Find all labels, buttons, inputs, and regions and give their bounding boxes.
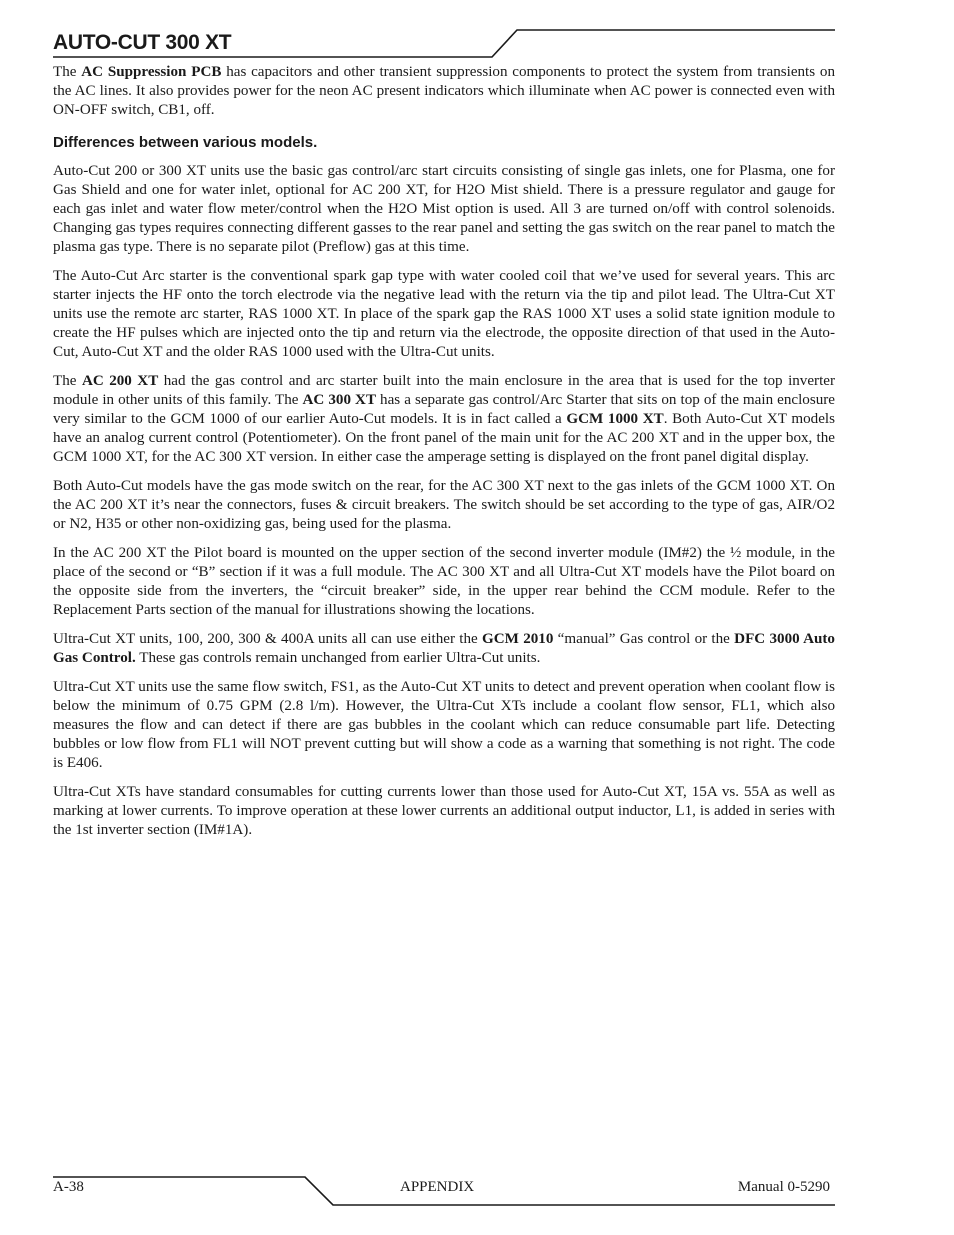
text-run: The [53, 64, 82, 80]
section-heading: Differences between various models. [53, 134, 318, 151]
text-run: Ultra-Cut XT units, 100, 200, 300 & 400A units all can use either the [53, 631, 483, 647]
text-run: These gas controls remain unchanged from earlier Ultra-Cut units. [135, 650, 541, 666]
bold-term: AC 200 XT [81, 373, 159, 389]
text-run: The Auto-Cut Arc starter is the conventional spark gap type with water cooled coil that we’ve used for several years. This arc starter injects the HF onto the torch electrode via the negative lead with the return via the tip and pilot lead. The Ultra-Cut XT units use the remote arc starter, RAS 1000 XT. In place of the spark gap the RAS 1000 XT uses a solid state ignition module to create the HF pulses which are injected onto the tip and return via the electrode, the opposite direction of that used in the Auto-Cut, Auto-Cut XT and the older RAS 1000 used with the Ultra-Cut units. [53, 268, 835, 360]
bold-term: DFC 3000 Auto Gas Control. [53, 631, 835, 666]
footer-section: APPENDIX [400, 1179, 475, 1195]
text-run: Ultra-Cut XTs have standard consumables for cutting currents lower than those used for Auto-Cut XT, 15A vs. 55A as well as marking at lower currents. To improve operation at these lower currents an additional output inductor, L1, is added in series with the 1st inverter section (IM#1A). [53, 784, 835, 838]
text-run: Ultra-Cut XT units use the same flow switch, FS1, as the Auto-Cut XT units to detect and prevent operation when coolant flow is below the minimum of 0.75 GPM (2.8 l/m). However, the Ultra-Cut XTs include a coolant flow sensor, FL1, which also measures the flow and can detect if there are gas bubbles in the coolant which can reduce consumable part life. Detecting bubbles or low flow from FL1 will NOT prevent cutting but will show a code as a warning that something is not right. The code is E406. [53, 679, 835, 771]
page-title: AUTO-CUT 300 XT [53, 31, 232, 54]
text-run: “manual” Gas control or the [553, 631, 735, 647]
text-run: had the gas control and arc starter built into the main enclosure in the area that is used for the top inverter module in other units of this family. The [53, 373, 835, 408]
text-run: In the AC 200 XT the Pilot board is mounted on the upper section of the second inverter module (IM#2) the ½ module, in the place of the second or “B” section if it was a full module. The AC 300 XT and all Ultra-Cut XT models have the Pilot board on the opposite side from the inverters, the “circuit breaker” side, in the upper rear behind the CCM module. Refer to the Replacement Parts section of the manual for illustrations showing the locations. [53, 545, 835, 618]
bold-term: AC Suppression PCB [81, 64, 222, 80]
bold-term: AC 300 XT [302, 392, 377, 408]
text-run: The [53, 373, 82, 389]
text-run: . Both Auto-Cut XT models have an analog current control (Potentiometer). On the front panel of the main unit for the AC 200 XT and in the upper box, the GCM 1000 XT, for the AC 300 XT version. In either case the amperage setting is displayed on the front panel digital display. [53, 411, 835, 465]
text-run: has capacitors and other transient suppression components to protect the system from transients on the AC lines. It also provides power for the neon AC present indicators which illuminate when AC power is connected even with ON-OFF switch, CB1, off. [53, 64, 836, 118]
bold-term: GCM 2010 [482, 631, 554, 647]
page-number: A-38 [53, 1179, 84, 1195]
text-run: Auto-Cut 200 or 300 XT units use the basic gas control/arc start circuits consisting of single gas inlets, one for Plasma, one for Gas Shield and one for water inlet, optional for AC 200 XT, for H2O Mist shield. There is a pressure regulator and gauge for each gas inlet and water flow meter/control when the H2O Mist option is used. All 3 are turned on/off with control solenoids. Changing gas types requires connecting different gasses to the rear panel and setting the gas switch on the rear panel to match the plasma gas type. There is no separate pilot (Preflow) gas at this time. [53, 163, 835, 255]
bold-term: GCM 1000 XT [566, 411, 664, 427]
text-run: Both Auto-Cut models have the gas mode switch on the rear, for the AC 300 XT next to the gas inlets of the GCM 1000 XT. On the AC 200 XT it’s near the connectors, fuses & circuit breakers. The switch should be set according to the type of gas, AIR/O2 or N2, H35 or other non-oxidizing gas, being used for the plasma. [53, 478, 835, 532]
text-run: has a separate gas control/Arc Starter that sits on top of the main enclosure very similar to the GCM 1000 of our earlier Auto-Cut models. It is in fact called a [53, 392, 835, 427]
manual-number: Manual 0-5290 [737, 1179, 830, 1195]
